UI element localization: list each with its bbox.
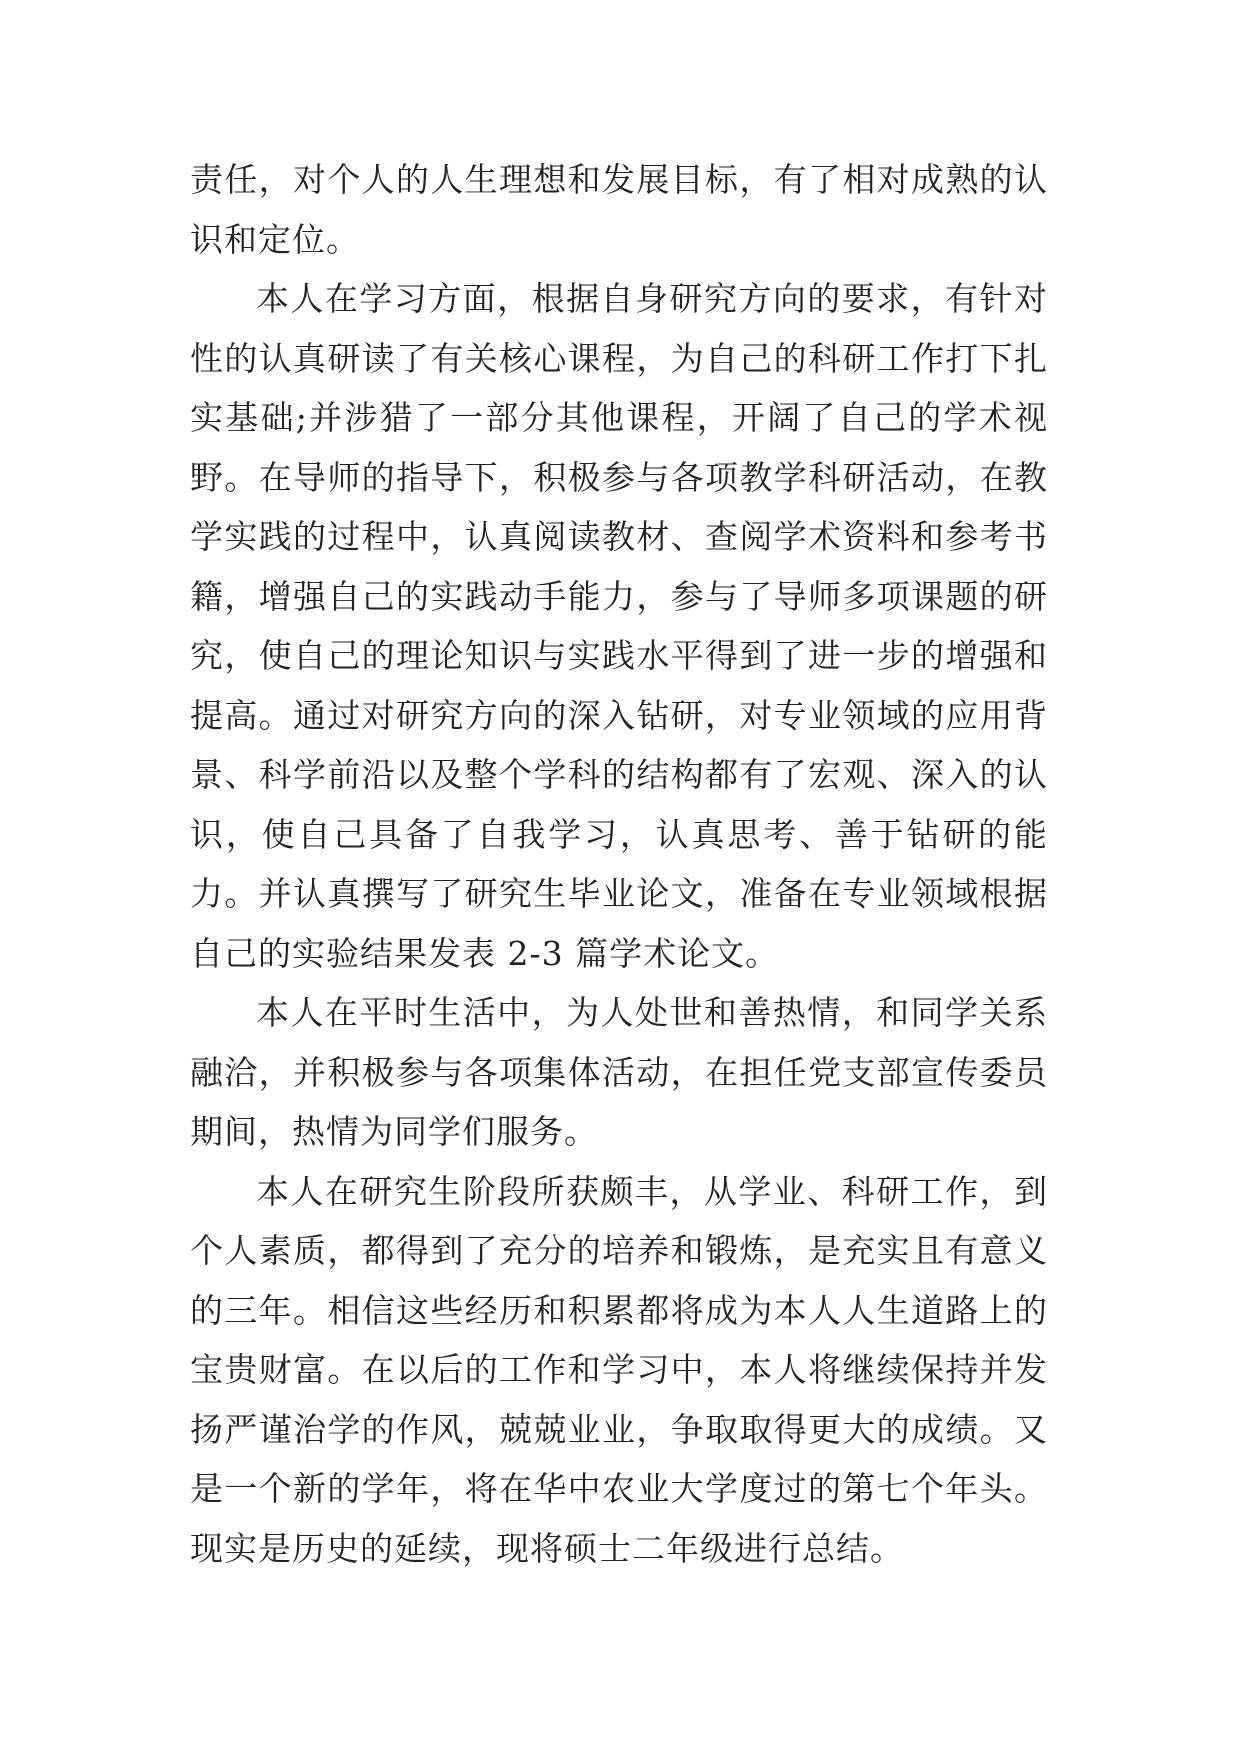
paragraph-summary: 本人在研究生阶段所获颇丰，从学业、科研工作，到个人素质，都得到了充分的培养和锻炼，是充实且有意义的三年。相信这些经历和积累都将成为本人人生道路上的宝贵财富。在以后的工作和学习中，本人将继续保持并发扬严谨治学的作风，兢兢业业，争取取得更大的成绩。又是一个新的学年，将在华中农业大学度过的第七个年头。现实是历史的延续，现将硕士二年级进行总结。 [190, 1171, 1048, 1568]
paragraph-continuation: 责任，对个人的人生理想和发展目标，有了相对成熟的认识和定位。 [190, 160, 1048, 259]
paragraph-life: 本人在平时生活中，为人处世和善热情，和同学关系融洽，并积极参与各项集体活动，在担任党支部宣传委员期间，热情为同学们服务。 [190, 993, 1048, 1151]
paragraph-study: 本人在学习方面，根据自身研究方向的要求，有针对性的认真研读了有关核心课程，为自己的科研工作打下扎实基础;并涉猎了一部分其他课程，开阔了自己的学术视野。在导师的指导下，积极参与各项教学科研活动，在教学实践的过程中，认真阅读教材、查阅学术资料和参考书籍，增强自己的实践动手能力，参与了导师多项课题的研究，使自己的理论知识与实践水平得到了进一步的增强和提高。通过对研究方向的深入钻研，对专业领域的应用背景、科学前沿以及整个学科的结构都有了宏观、深入的认识，使自己具备了自我学习，认真思考、善于钻研的能力。并认真撰写了研究生毕业论文，准备在专业领域根据自己的实验结果发表 2-3 篇学术论文。 [190, 279, 1048, 973]
document-body [190, 150, 1048, 1578]
